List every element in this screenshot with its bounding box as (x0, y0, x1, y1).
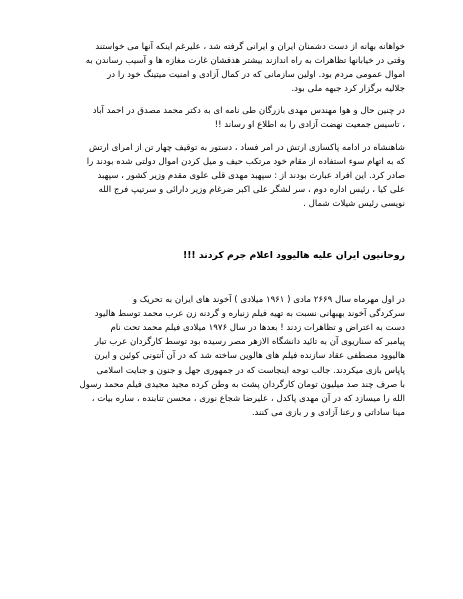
text-line: پیامبر که سناریوی آن به تائید دانشگاه الازهر مصر رسیده بود توسط کارگردان عرب تبار (94, 337, 405, 348)
section-heading: روحانیون ایران علیه هالیوود اعلام جرم کردند !!! (182, 250, 405, 262)
text-line: که به اتهام سوء استفاده از مقام خود مرتکب حیف و میل کردن اموال دولتی شده بودند را (86, 156, 405, 167)
text-line: علی کیا ، رئیس اداره دوم ، سر لشگر علی اکبر ضرغام وزیر دارائی و سرتیپ فرج الله (98, 184, 405, 195)
text-line: دست به اعتراض و تظاهرات زدند ! بعدها در سال ۱۹۷۶ میلادی فیلم محمد تحت نام (110, 323, 405, 334)
text-line: الله را میسازد که در آن مهدی پاکدل ، علیرضا شجاع نوری ، محسن تنابنده ، ساره بیات ، (91, 393, 405, 404)
text-line: در اول مهرماه سال ۲۶۶۹ مادی ( ۱۹۶۱ میلادی ) آخوند های ایران به تحریک و (132, 295, 405, 306)
text-line: جلالیه برگزار کرد جبهه ملی بود. (291, 84, 405, 95)
text-line: نویسی رئیس شیلات شمال . (303, 198, 405, 209)
text-line: با صرف چند صد میلیون تومان کارگردان پشت به وطن کرده مجید مجیدی فیلم محمد رسول (79, 379, 405, 390)
text-line: ، تاسیس جمعیت نهضت آزادی را به اطلاع او رساند !! (214, 120, 405, 131)
paragraph-4 (58, 293, 405, 420)
text-line: پاپاس بازی میکردند. جالب توجه اینجاست که در جمهوری جهل و جنون و جنایت اسلامی (96, 365, 405, 376)
text-line: مینا ساداتی و رعنا آزادی و ر بازی می کنند. (251, 407, 405, 418)
text-line: شاهنشاه در ادامه پاکسازی ارتش در امر فساد ، دستور به توقیف چهار تن از امرای ارتش (89, 142, 405, 153)
text-line: اموال عمومی مردم بود. اولین سازمانی که در کمال آزادی و امنیت میتینگ خود را در (107, 70, 405, 81)
text-line: هالیوود مصطفی عقاد سازنده فیلم های هالوین ساخته شد که در آن آنتونی کوئین و ایرن (94, 351, 405, 362)
text-line: در چنین حال و هوا مهندس مهدی بازرگان طی نامه ای به دکتر محمد مصدق در احمد آباد (92, 106, 405, 117)
paragraph-3 (58, 141, 405, 211)
text-line: صادر کرد. این افراد عبارت بودند از : سپهبد مهدی قلی علوی مقدم وزیر کشور ، سپهبد (97, 170, 405, 181)
paragraph-1 (58, 40, 405, 96)
text-line: وقتی در خیابانها تظاهرات به راه اندازند بیشتر هدفشان غارت مغازه ها و آسیب رساندن به (85, 56, 405, 67)
text-line: خواهانه بهانه از دست دشمنان ایران و ایرانی گرفته شد ، علیرغم اینکه آنها می خواستند (95, 42, 405, 52)
paragraph-2 (58, 104, 405, 132)
text-line: سرکردگی آخوند بهبهانی نسبت به تهیه فیلم زنباره و گردنه زن عرب محمد توسط هالیود (94, 309, 405, 320)
